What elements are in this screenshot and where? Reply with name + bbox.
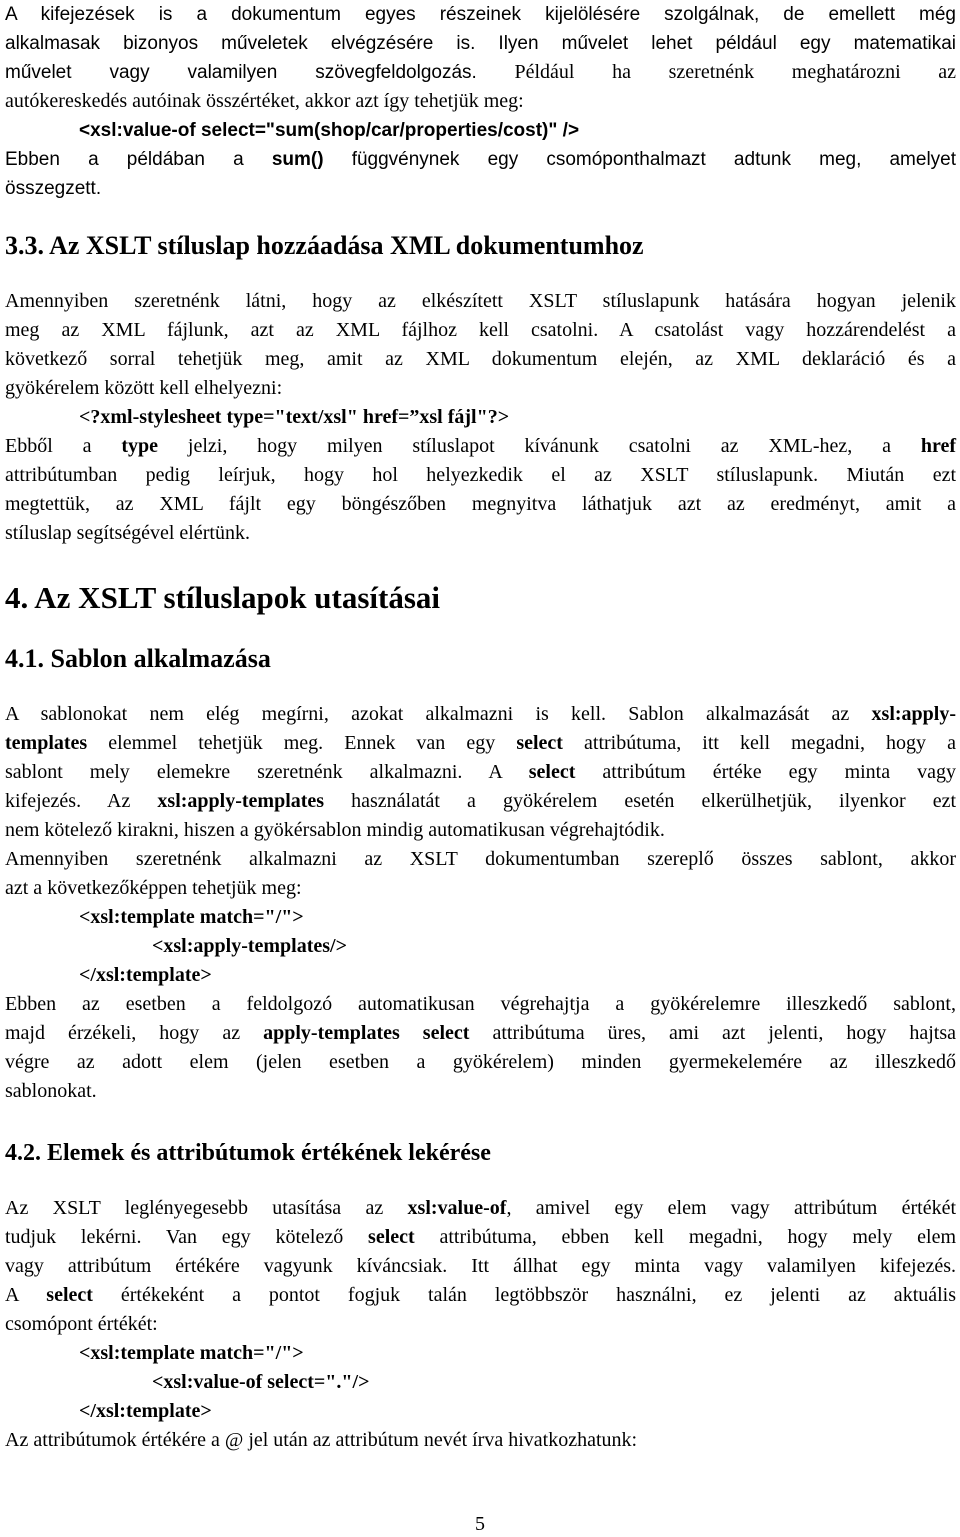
text-run: tudjuk lekérni. Van egy kötelező bbox=[5, 1226, 344, 1248]
code-keyword: apply-templates select bbox=[263, 1022, 470, 1044]
text-run: Az XSLT leglényegesebb utasítása az bbox=[5, 1197, 384, 1219]
text-line: megtettük, az XML fájlt egy böngészőben megnyitva láthatjuk azt az eredményt, amit a bbox=[5, 493, 956, 515]
text-line: összegzett. bbox=[5, 178, 102, 199]
text-line: vagy attribútum értékére vagyunk kíváncsiak. Itt állhat egy minta vagy valamilyen kifejezés. bbox=[5, 1255, 956, 1277]
text-run: kifejezés. Az bbox=[5, 790, 131, 812]
text-line bbox=[5, 1194, 956, 1223]
code-keyword: type bbox=[121, 435, 159, 457]
text-line bbox=[5, 700, 956, 729]
text-line bbox=[5, 1223, 956, 1252]
code-line: <xsl:template match="/"> bbox=[79, 906, 304, 928]
code-keyword: xsl:apply- bbox=[871, 703, 956, 725]
code-line: </xsl:template> bbox=[79, 1400, 212, 1422]
text-line: Amennyiben szeretnénk alkalmazni az XSLT dokumentumban szereplő összes sablont, akkor bbox=[5, 848, 956, 870]
code-line: <xsl:template match="/"> bbox=[79, 1342, 304, 1364]
code-line: <xsl:value-of select="."/> bbox=[152, 1371, 370, 1393]
code-keyword: xsl:value-of bbox=[407, 1197, 507, 1219]
intro-paragraph bbox=[5, 0, 956, 203]
text-line bbox=[5, 1281, 956, 1310]
code-keyword: select bbox=[46, 1284, 93, 1306]
text-line: Amennyiben szeretnénk látni, hogy az elkészített XSLT stíluslapunk hatására hogyan jelenik bbox=[5, 290, 956, 312]
code-keyword: select bbox=[516, 732, 563, 754]
text-line: sablonokat. bbox=[5, 1080, 97, 1102]
text-line bbox=[5, 145, 956, 174]
section-heading-4: 4. Az XSLT stíluslapok utasításai bbox=[5, 580, 441, 615]
text-run: elemmel tehetjük meg. Ennek van egy bbox=[108, 732, 496, 754]
text-run: attribútuma, itt kell megadni, hogy a bbox=[584, 732, 957, 754]
text-run: A bbox=[5, 1284, 19, 1306]
text-run: függvénynek egy csomóponthalmazt adtunk meg, amelyet bbox=[351, 149, 957, 170]
page-number: 5 bbox=[475, 1513, 485, 1535]
text-line bbox=[5, 461, 956, 490]
text-run: A csatolást vagy hozzárendelést a bbox=[619, 319, 957, 341]
section-heading-3-3: 3.3. Az XSLT stíluslap hozzáadása XML dokumentumhoz bbox=[5, 231, 644, 260]
text-run: sablont mely elemekre szeretnénk alkalmazni. A bbox=[5, 761, 502, 783]
section-3-3-body bbox=[5, 287, 956, 548]
section-4-1-body bbox=[5, 700, 956, 1106]
code-keyword: xsl:apply-templates bbox=[157, 790, 325, 812]
text-line bbox=[5, 758, 956, 787]
section-heading-4-2: 4.2. Elemek és attribútumok értékének lekérése bbox=[5, 1140, 491, 1166]
section-4-2-body bbox=[5, 1194, 956, 1455]
text-line: Ebben az esetben a feldolgozó automatikusan végrehajtja a gyökérelemre illeszkedő sablont, bbox=[5, 993, 956, 1015]
code-line: <xsl:apply-templates/> bbox=[152, 935, 348, 957]
code-keyword: select bbox=[528, 761, 576, 783]
text-line bbox=[5, 316, 956, 345]
code-line: </xsl:template> bbox=[79, 964, 212, 986]
text-run: attribútumban pedig leírjuk, hogy hol helyezkedik el az XSLT stíluslapunk. bbox=[5, 464, 819, 486]
text-line: autókereskedés autóinak összértéket, akkor azt így tehetjük meg: bbox=[5, 90, 524, 112]
text-run: A sablonokat nem elég megírni, azokat alkalmazni is kell. Sablon alkalmazását az bbox=[5, 703, 850, 725]
text-line: csomópont értékét: bbox=[5, 1313, 158, 1335]
text-run: meg az XML fájlunk, azt az XML fájlhoz kell csatolni. bbox=[5, 319, 599, 341]
text-run: Például ha szeretnénk meghatározni az bbox=[514, 61, 957, 83]
text-line: nem kötelező kirakni, hiszen a gyökérsablon mindig automatikusan végrehajtódik. bbox=[5, 819, 665, 841]
text-line: alkalmasak bizonyos műveletek elvégzésére is. Ilyen művelet lehet például egy matematikai bbox=[5, 33, 956, 54]
text-line: A kifejezések is a dokumentum egyes részeinek kijelölésére szolgálnak, de emellett még bbox=[5, 4, 956, 25]
text-line bbox=[5, 432, 956, 461]
text-run: , amivel egy elem vagy attribútum értékét bbox=[506, 1197, 957, 1219]
text-run: értékeként a pontot fogjuk talán legtöbbször használni, ez jelenti az aktuális bbox=[120, 1284, 957, 1306]
text-run: Ebből a bbox=[5, 435, 92, 457]
text-line: stíluslap segítségével elértünk. bbox=[5, 522, 250, 544]
text-line bbox=[5, 729, 956, 758]
text-line: azt a következőképpen tehetjük meg: bbox=[5, 877, 302, 899]
code-keyword: sum() bbox=[271, 149, 324, 170]
text-run: használatát a gyökérelem esetén elkerülhetjük, ilyenkor ezt bbox=[351, 790, 957, 812]
text-run: majd érzékeli, hogy az bbox=[5, 1022, 241, 1044]
text-line bbox=[5, 58, 956, 87]
text-run: művelet vagy valamilyen szövegfeldolgozás. bbox=[5, 62, 477, 83]
text-run: attribútum értéke egy minta vagy bbox=[602, 761, 957, 783]
code-keyword: templates bbox=[5, 732, 88, 754]
text-run: Miután ezt bbox=[846, 464, 956, 486]
code-line: <xsl:value-of select="sum(shop/car/properties/cost)" /> bbox=[79, 120, 580, 141]
code-keyword: select bbox=[368, 1226, 415, 1248]
text-run: Ebben a példában a bbox=[5, 149, 244, 170]
text-line: végre az adott elem (jelen esetben a gyökérelem) minden gyermekelemére az illeszkedő bbox=[5, 1051, 956, 1073]
text-line bbox=[5, 787, 956, 816]
section-heading-4-1: 4.1. Sablon alkalmazása bbox=[5, 644, 271, 673]
text-line: következő sorral tehetjük meg, amit az XML dokumentum elején, az XML deklaráció és a bbox=[5, 348, 956, 370]
code-keyword: href bbox=[920, 435, 957, 457]
text-run: attribútuma, ebben kell megadni, hogy mely elem bbox=[439, 1226, 957, 1248]
text-run: attribútuma üres, ami azt jelenti, hogy hajtsa bbox=[492, 1022, 957, 1044]
code-line: <?xml-stylesheet type="text/xsl" href=”xsl fájl"?> bbox=[79, 406, 510, 428]
text-line bbox=[5, 1019, 956, 1048]
text-line: gyökérelem között kell elhelyezni: bbox=[5, 377, 283, 399]
text-line: Az attribútumok értékére a @ jel után az attribútum nevét írva hivatkozhatunk: bbox=[5, 1429, 638, 1451]
text-run: jelzi, hogy milyen stíluslapot kívánunk csatolni az XML-hez, a bbox=[187, 435, 891, 457]
